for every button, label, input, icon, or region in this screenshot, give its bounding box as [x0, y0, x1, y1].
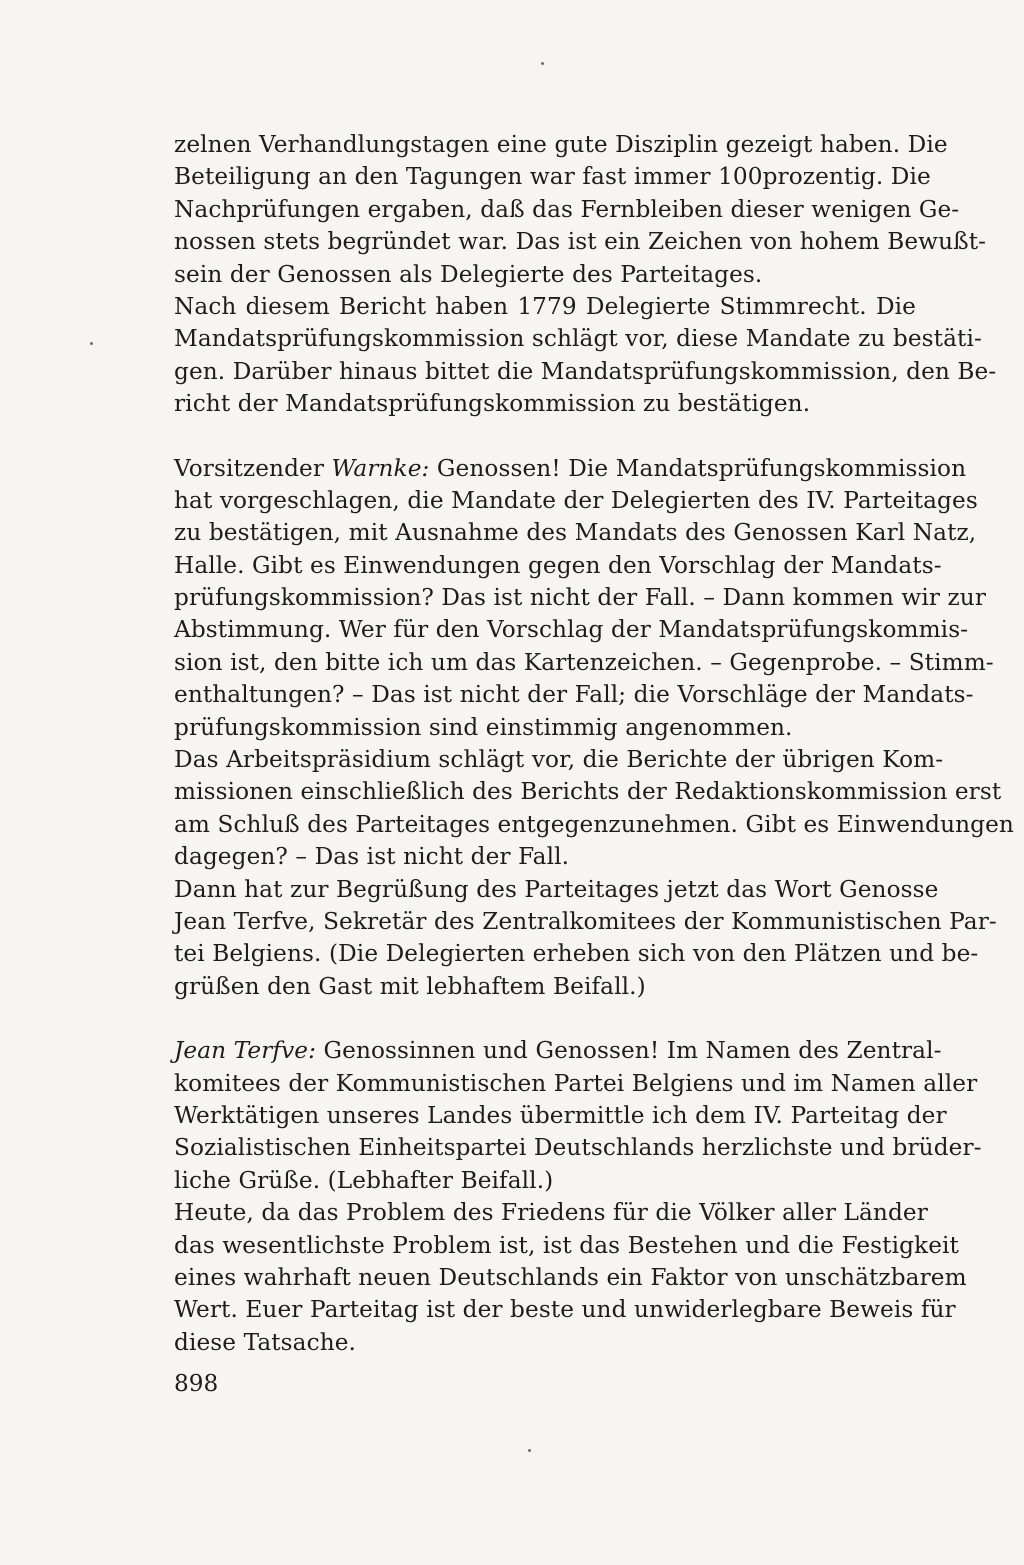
body-text [174, 129, 1014, 1359]
text-line: das wesentlichste Problem ist, ist das Bestehen und die Festigkeit [174, 1231, 959, 1259]
text-line: Beteiligung an den Tagungen war fast immer 100prozentig. Die [174, 163, 931, 191]
page-number: 898 [174, 1370, 219, 1397]
text-line: prüfungskommission sind einstimmig angenommen. [174, 713, 793, 741]
paragraph-warnke-speech [174, 453, 994, 745]
text-line: nossen stets begründet war. Das ist ein Zeichen von hohem Bewußt- [174, 228, 987, 256]
section-gap [174, 421, 916, 453]
paragraph-peace [174, 1197, 967, 1359]
text-line: Nachprüfungen ergaben, daß das Fernbleiben dieser wenigen Ge- [174, 195, 960, 223]
paragraph-greeting-intro [174, 874, 997, 1004]
speaker-title: Vorsitzender [174, 454, 332, 482]
text-line: gen. Darüber hinaus bittet die Mandatsprüfungskommission, den Be- [174, 357, 997, 385]
text-line: sion ist, den bitte ich um das Kartenzeichen. – Gegenprobe. – Stimm- [174, 648, 994, 676]
text-line: sein der Genossen als Delegierte des Parteitages. [174, 260, 763, 288]
text-line: Das Arbeitspräsidium schlägt vor, die Berichte der übrigen Kom- [174, 746, 944, 774]
text-line: Werktätigen unseres Landes übermittle ich dem IV. Parteitag der [174, 1101, 947, 1129]
speech-text: Genossen! Die Mandatsprüfungskommission [429, 454, 967, 482]
text-line: Mandatsprüfungskommission schlägt vor, diese Mandate zu bestäti- [174, 325, 982, 353]
text-line: Halle. Gibt es Einwendungen gegen den Vorschlag der Mandats- [174, 551, 942, 579]
text-line: tei Belgiens. (Die Delegierten erheben sich von den Plätzen und be- [174, 940, 979, 968]
text-line: grüßen den Gast mit lebhaftem Beifall.) [174, 972, 646, 1000]
text-line: richt der Mandatsprüfungskommission zu bestätigen. [174, 390, 811, 418]
paragraph-terfve-speech [174, 1035, 982, 1197]
scan-speck [541, 62, 544, 65]
text-line: hat vorgeschlagen, die Mandate der Delegierten des IV. Parteitages [174, 486, 978, 514]
text-line: zelnen Verhandlungstagen eine gute Disziplin gezeigt haben. Die [174, 131, 948, 158]
paragraph-voting-rights [174, 291, 997, 421]
paragraph-discipline [174, 129, 987, 291]
scan-speck [528, 1449, 531, 1452]
text-line: prüfungskommission? Das ist nicht der Fall. – Dann kommen wir zur [174, 584, 987, 612]
text-line: eines wahrhaft neuen Deutschlands ein Faktor von unschätzbarem [174, 1263, 967, 1291]
text-line [174, 453, 967, 485]
paragraph-presidium [174, 744, 1014, 874]
text-line: diese Tatsache. [174, 1328, 357, 1356]
speech-text: Genossinnen und Genossen! Im Namen des Zentral- [316, 1037, 942, 1065]
text-line: liche Grüße. (Lebhafter Beifall.) [174, 1166, 554, 1194]
text-line: Heute, da das Problem des Friedens für die Völker aller Länder [174, 1199, 928, 1227]
section-gap [174, 1003, 916, 1035]
text-line [174, 1035, 942, 1067]
text-line: Sozialistischen Einheitspartei Deutschlands herzlichste und brüder- [174, 1134, 982, 1162]
text-line: dagegen? – Das ist nicht der Fall. [174, 843, 570, 871]
text-line: Jean Terfve, Sekretär des Zentralkomitees der Kommunistischen Par- [174, 907, 997, 935]
text-line: Wert. Euer Parteitag ist der beste und unwiderlegbare Beweis für [174, 1296, 956, 1324]
text-line: komitees der Kommunistischen Partei Belgiens und im Namen aller [174, 1069, 978, 1097]
text-line: Nach diesem Bericht haben 1779 Delegierte Stimmrecht. Die [174, 292, 916, 320]
text-line: Dann hat zur Begrüßung des Parteitages jetzt das Wort Genosse [174, 875, 939, 903]
speaker-name: Jean Terfve: [174, 1037, 317, 1065]
scan-speck [90, 342, 93, 345]
speaker-name: Warnke: [331, 454, 430, 482]
text-line: am Schluß des Parteitages entgegenzunehmen. Gibt es Einwendungen [174, 810, 1014, 838]
text-line: enthaltungen? – Das ist nicht der Fall; die Vorschläge der Mandats- [174, 681, 974, 709]
text-line: Abstimmung. Wer für den Vorschlag der Mandatsprüfungskommis- [174, 616, 969, 644]
text-line: zu bestätigen, mit Ausnahme des Mandats des Genossen Karl Natz, [174, 519, 977, 547]
text-line: missionen einschließlich des Berichts der Redaktionskommission erst [174, 778, 1002, 806]
